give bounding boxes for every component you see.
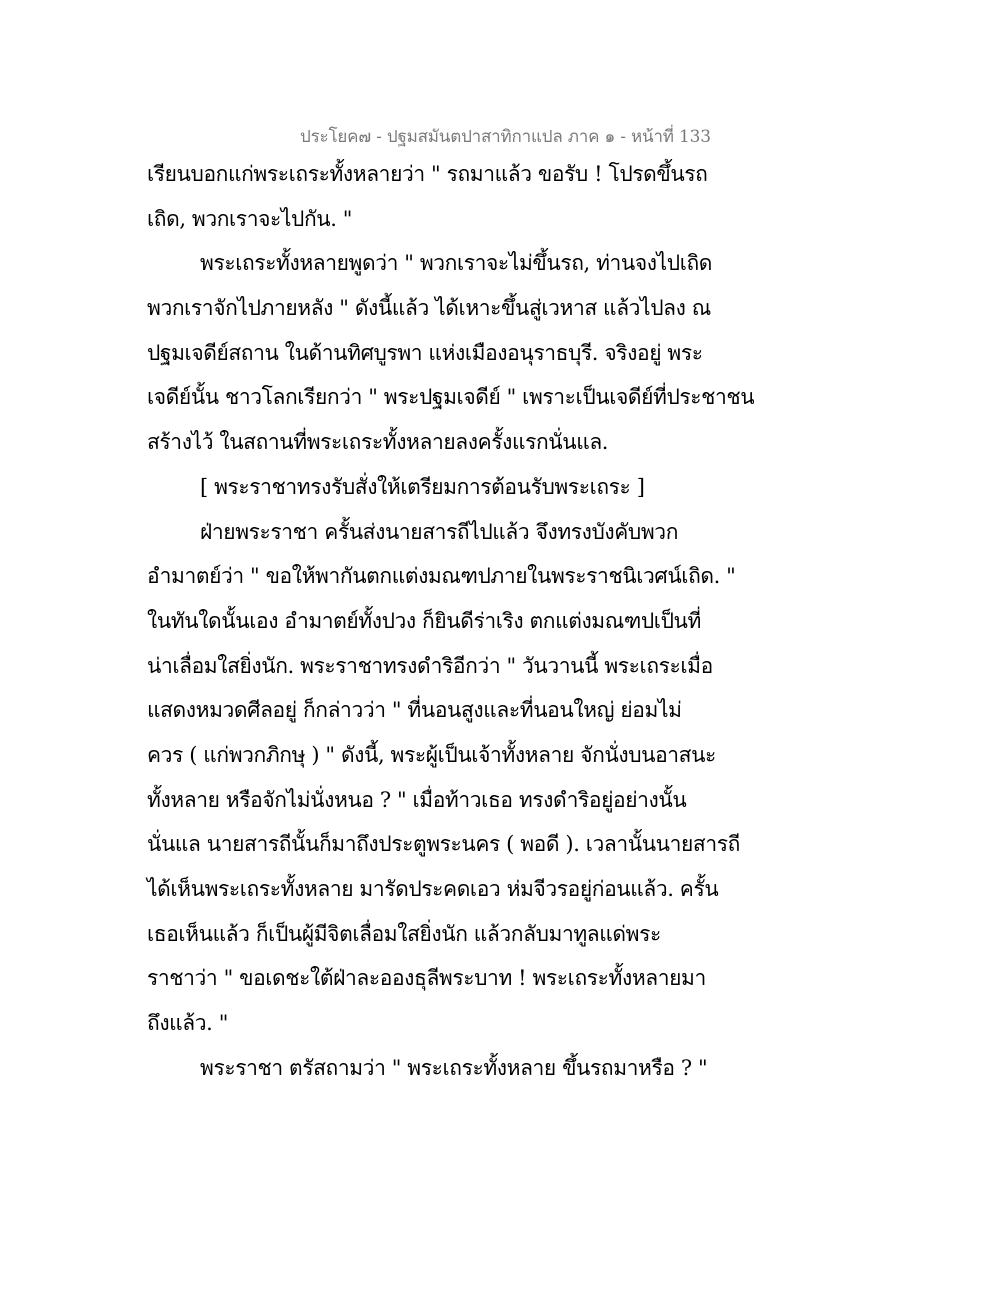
text-line: น่าเลื่อมใสยิ่งนัก. พระราชาทรงดำริอีกว่า " วันวานนี้ พระเถระเมื่อ [147,653,713,678]
text-line: สร้างไว้ ในสถานที่พระเถระทั้งหลายลงครั้งแรกนั่นแล. [147,430,609,455]
text-line: ควร ( แก่พวกภิกษุ ) " ดังนี้, พระผู้เป็นเจ้าทั้งหลาย จักนั่งบนอาสนะ [147,742,716,767]
text-line: แสดงหมวดศีลอยู่ ก็กล่าวว่า " ที่นอนสูงและที่นอนใหญ่ ย่อมไม่ [147,698,682,723]
text-line: ในทันใดนั้นเอง อำมาตย์ทั้งปวง ก็ยินดีร่าเริง ตกแต่งมณฑปเป็นที่ [147,608,701,633]
paragraph-start-line: พระราชา ตรัสถามว่า " พระเถระทั้งหลาย ขึ้นรถมาหรือ ? " [200,1055,708,1080]
text-line: ราชาว่า " ขอเดชะใต้ฝ่าละอองธุลีพระบาท ! พระเถระทั้งหลายมา [147,966,706,991]
text-line: เธอเห็นแล้ว ก็เป็นผู้มีจิตเลื่อมใสยิ่งนัก แล้วกลับมาทูลแด่พระ [147,921,661,946]
text-line: อำมาตย์ว่า " ขอให้พากันตกแต่งมณฑปภายในพระราชนิเวศน์เถิด. " [147,564,736,589]
running-header: ประโยค๗ - ปฐมสมันตปาสาทิกาแปล ภาค ๑ - หน้าที่ 133 [300,127,711,147]
text-line: พวกเราจักไปภายหลัง " ดังนี้แล้ว ได้เหาะขึ้นสู่เวหาส แล้วไปลง ณ [147,296,711,321]
text-line: ทั้งหลาย หรือจักไม่นั่งหนอ ? " เมื่อท้าวเธอ ทรงดำริอยู่อย่างนั้น [147,787,687,812]
text-line: ปฐมเจดีย์สถาน ในด้านทิศบูรพา แห่งเมืองอนุราธบุรี. จริงอยู่ พระ [147,340,703,365]
text-line: นั่นแล นายสารถีนั้นก็มาถึงประตูพระนคร ( พอดี ). เวลานั้นนายสารถี [147,832,740,857]
text-line: เถิด, พวกเราจะไปกัน. " [147,206,353,231]
text-line: เจดีย์นั้น ชาวโลกเรียกว่า " พระปฐมเจดีย์ " เพราะเป็นเจดีย์ที่ประชาชน [147,385,755,410]
text-line: เรียนบอกแก่พระเถระทั้งหลายว่า " รถมาแล้ว ขอรับ ! โปรดขึ้นรถ [147,162,708,186]
paragraph-start-line: ฝ่ายพระราชา ครั้นส่งนายสารถีไปแล้ว จึงทรงบังคับพวก [200,519,679,544]
text-line: ถึงแล้ว. " [147,1011,228,1036]
text-line: ได้เห็นพระเถระทั้งหลาย มารัดประคดเอว ห่มจีวรอยู่ก่อนแล้ว. ครั้น [147,877,719,901]
section-heading: [ พระราชาทรงรับสั่งให้เตรียมการต้อนรับพระเถระ ] [200,474,645,499]
paragraph-start-line: พระเถระทั้งหลายพูดว่า " พวกเราจะไม่ขึ้นรถ, ท่านจงไปเถิด [200,251,713,276]
body-text [147,157,755,1095]
